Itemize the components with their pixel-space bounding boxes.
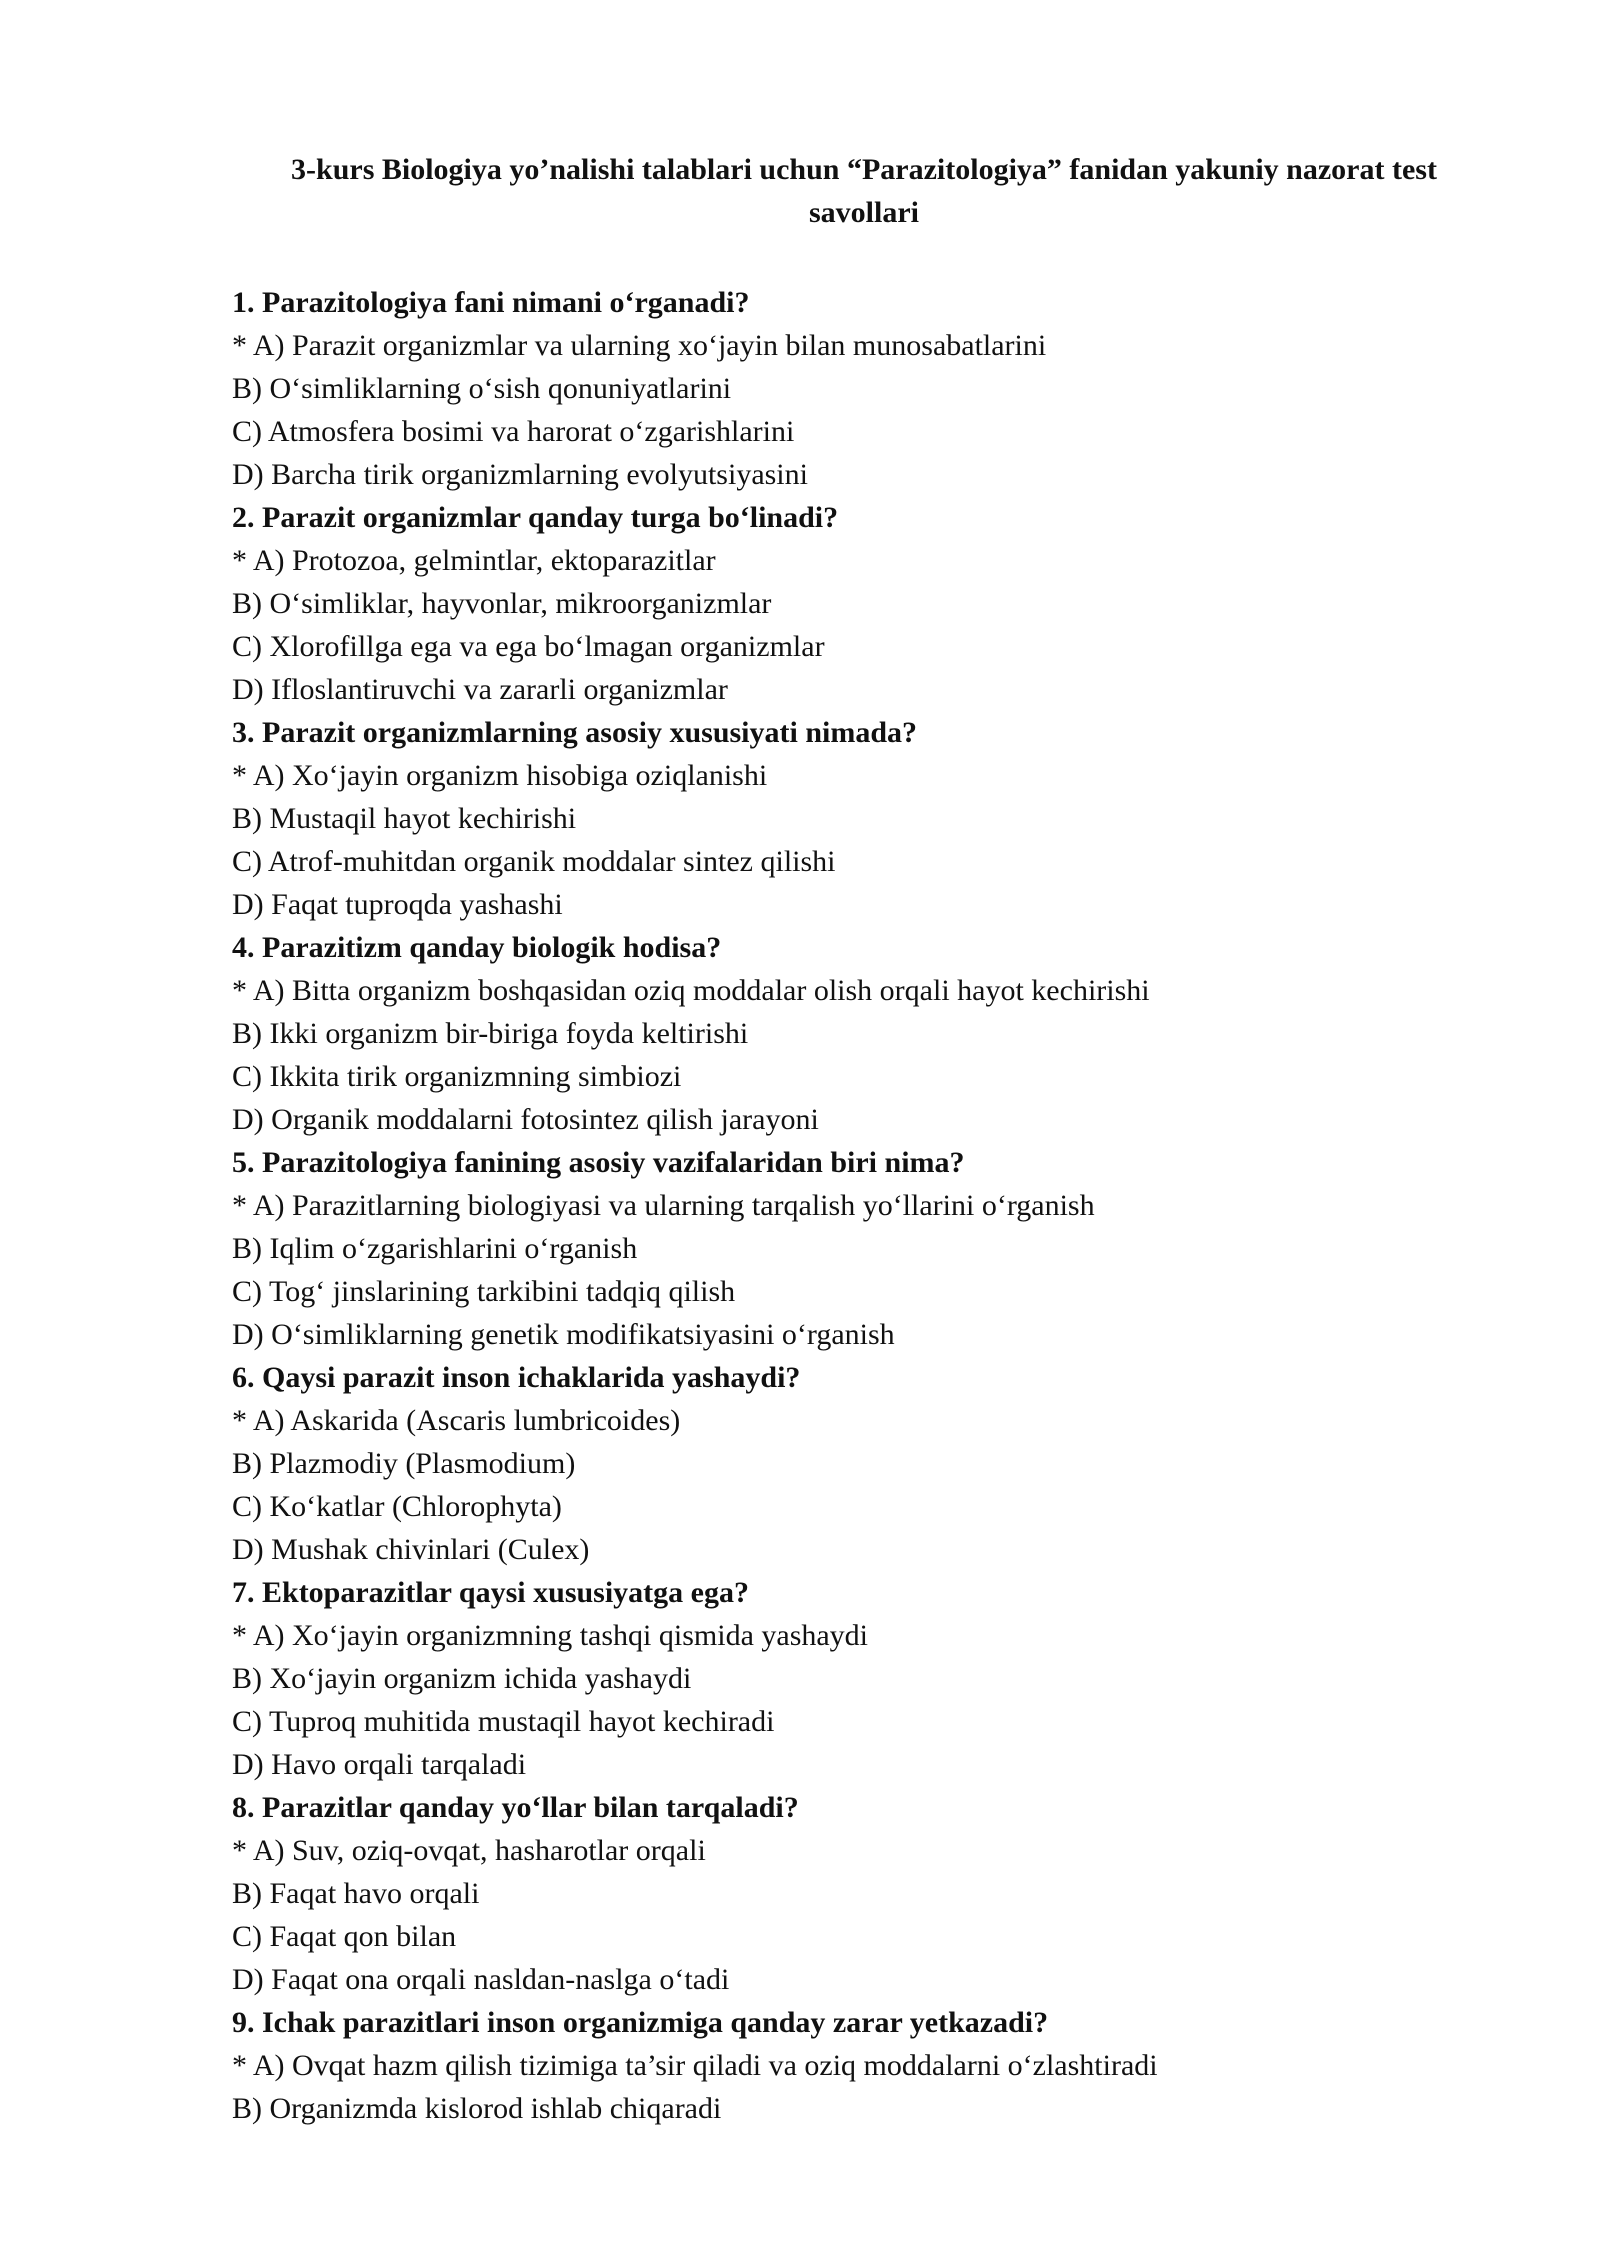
- question-3-option-a: * A) Xo‘jayin organizm hisobiga oziqlanishi: [232, 759, 768, 792]
- question-5: 5. Parazitologiya fanining asosiy vazifalaridan biri nima?: [232, 1146, 965, 1179]
- question-2-option-a: * A) Protozoa, gelmintlar, ektoparazitlar: [232, 544, 716, 577]
- question-1-option-a: * A) Parazit organizmlar va ularning xo‘jayin bilan munosabatlarini: [232, 329, 1047, 362]
- question-3: 3. Parazit organizmlarning asosiy xususiyati nimada?: [232, 716, 918, 749]
- question-5-option-a: * A) Parazitlarning biologiyasi va ularning tarqalish yo‘llarini o‘rganish: [232, 1189, 1095, 1222]
- question-8-option-d: D) Faqat ona orqali nasldan-naslga o‘tadi: [232, 1963, 730, 1996]
- question-7-option-a: * A) Xo‘jayin organizmning tashqi qismida yashaydi: [232, 1619, 869, 1652]
- question-7-option-d: D) Havo orqali tarqaladi: [232, 1748, 527, 1781]
- question-6-option-b: B) Plazmodiy (Plasmodium): [232, 1447, 576, 1480]
- question-4-option-d: D) Organik moddalarni fotosintez qilish jarayoni: [232, 1103, 819, 1136]
- question-9-option-b: B) Organizmda kislorod ishlab chiqaradi: [232, 2092, 722, 2125]
- title-line-2: savollari: [809, 196, 919, 229]
- question-6: 6. Qaysi parazit inson ichaklarida yashaydi?: [232, 1361, 801, 1394]
- question-3-option-c: C) Atrof-muhitdan organik moddalar sintez qilishi: [232, 845, 836, 878]
- question-9-option-a: * A) Ovqat hazm qilish tizimiga ta’sir qiladi va oziq moddalarni o‘zlashtiradi: [232, 2049, 1158, 2082]
- page-title: [232, 148, 1496, 234]
- question-5-option-d: D) O‘simliklarning genetik modifikatsiyasini o‘rganish: [232, 1318, 895, 1351]
- question-8-option-c: C) Faqat qon bilan: [232, 1920, 457, 1953]
- question-6-option-c: C) Ko‘katlar (Chlorophyta): [232, 1490, 562, 1523]
- question-4-option-a: * A) Bitta organizm boshqasidan oziq moddalar olish orqali hayot kechirishi: [232, 974, 1150, 1007]
- question-2-option-b: B) O‘simliklar, hayvonlar, mikroorganizmlar: [232, 587, 772, 620]
- title-line-1: 3-kurs Biologiya yo’nalishi talablari uchun “Parazitologiya” fanidan yakuniy nazorat test: [291, 153, 1437, 186]
- question-6-option-a: * A) Askarida (Ascaris lumbricoides): [232, 1404, 681, 1437]
- question-2: 2. Parazit organizmlar qanday turga bo‘linadi?: [232, 501, 839, 534]
- question-2-option-c: C) Xlorofillga ega va ega bo‘lmagan organizmlar: [232, 630, 825, 663]
- question-7: 7. Ektoparazitlar qaysi xususiyatga ega?: [232, 1576, 749, 1609]
- question-7-option-c: C) Tuproq muhitida mustaqil hayot kechiradi: [232, 1705, 775, 1738]
- question-3-option-b: B) Mustaqil hayot kechirishi: [232, 802, 577, 835]
- question-list: [232, 281, 1532, 2130]
- question-9: 9. Ichak parazitlari inson organizmiga qanday zarar yetkazadi?: [232, 2006, 1049, 2039]
- question-6-option-d: D) Mushak chivinlari (Culex): [232, 1533, 590, 1566]
- question-8-option-b: B) Faqat havo orqali: [232, 1877, 480, 1910]
- question-3-option-d: D) Faqat tuproqda yashashi: [232, 888, 563, 921]
- question-2-option-d: D) Ifloslantiruvchi va zararli organizmlar: [232, 673, 728, 706]
- question-1: 1. Parazitologiya fani nimani o‘rganadi?: [232, 286, 750, 319]
- question-5-option-b: B) Iqlim o‘zgarishlarini o‘rganish: [232, 1232, 638, 1265]
- question-4-option-c: C) Ikkita tirik organizmning simbiozi: [232, 1060, 682, 1093]
- question-1-option-d: D) Barcha tirik organizmlarning evolyutsiyasini: [232, 458, 808, 491]
- question-4: 4. Parazitizm qanday biologik hodisa?: [232, 931, 722, 964]
- question-8: 8. Parazitlar qanday yo‘llar bilan tarqaladi?: [232, 1791, 799, 1824]
- question-8-option-a: * A) Suv, oziq-ovqat, hasharotlar orqali: [232, 1834, 706, 1867]
- question-7-option-b: B) Xo‘jayin organizm ichida yashaydi: [232, 1662, 692, 1695]
- question-1-option-b: B) O‘simliklarning o‘sish qonuniyatlarini: [232, 372, 732, 405]
- question-4-option-b: B) Ikki organizm bir-biriga foyda keltirishi: [232, 1017, 749, 1050]
- question-5-option-c: C) Tog‘ jinslarining tarkibini tadqiq qilish: [232, 1275, 736, 1308]
- question-1-option-c: C) Atmosfera bosimi va harorat o‘zgarishlarini: [232, 415, 795, 448]
